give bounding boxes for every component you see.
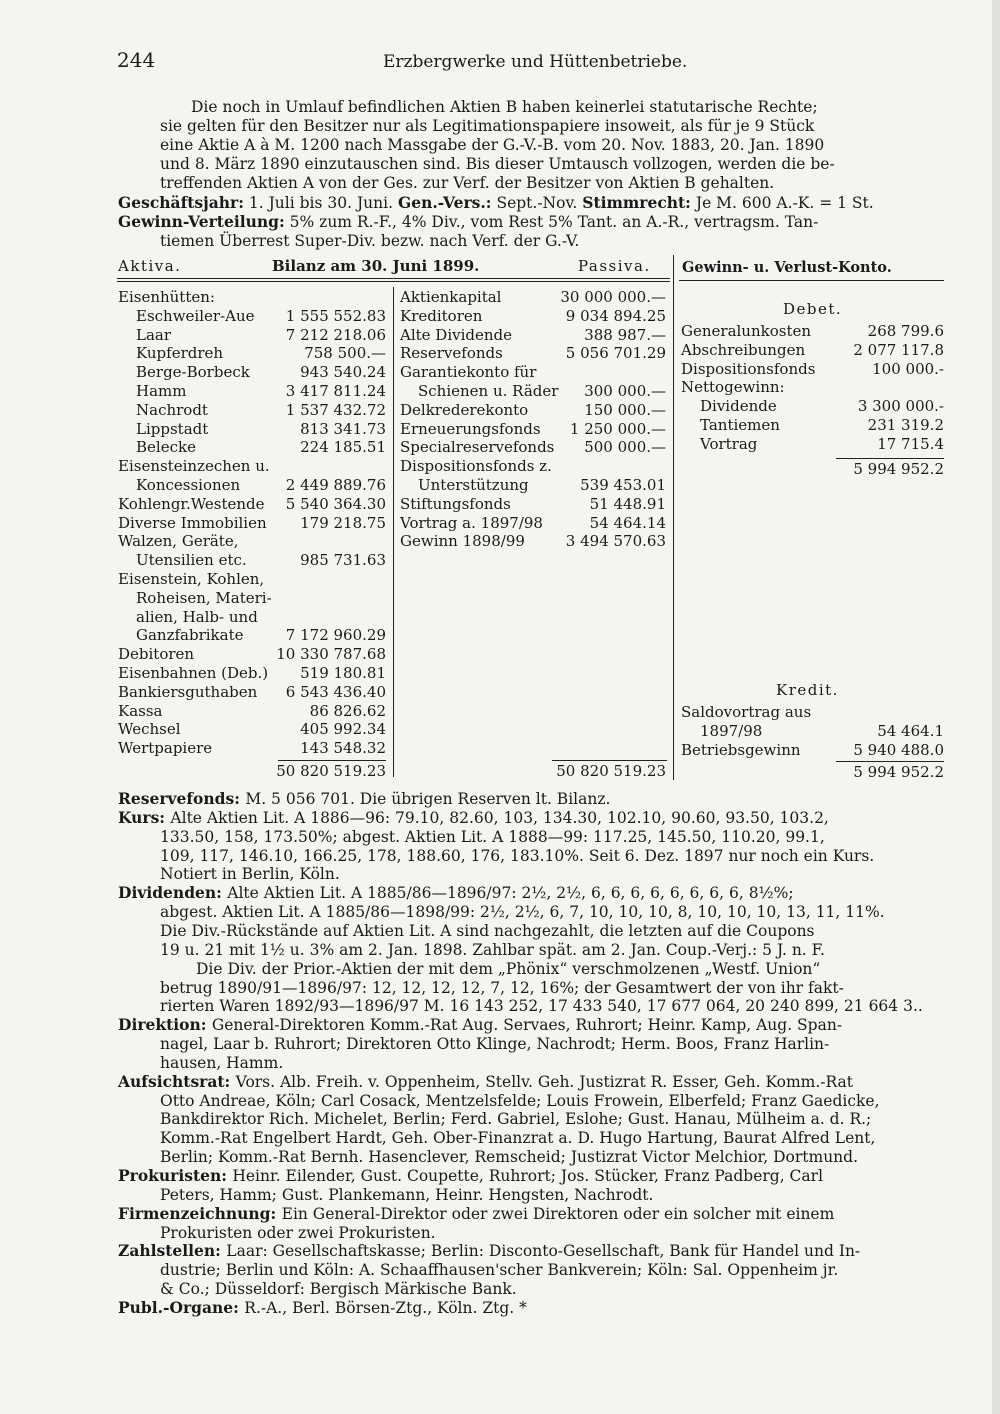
aktiva-label: Utensilien etc.: [136, 551, 247, 570]
voting-right-value: Je M. 600 A.-K. = 1 St.: [695, 194, 874, 212]
footer-section-text: nagel, Laar b. Ruhrort; Direktoren Otto Klinge, Nachrodt; Herm. Boos, Franz Harlin-: [160, 1035, 830, 1054]
passiva-label: Aktienkapital: [400, 288, 502, 306]
aktiva-label: Hamm: [136, 382, 187, 400]
debet-value: 100 000.-: [872, 359, 944, 378]
footer-line: [160, 1035, 829, 1054]
debet-value: 3 300 000.-: [857, 397, 944, 416]
passiva-label: Reservefonds: [400, 344, 503, 363]
footer-section-text: 133.50, 158, 173.50%; abgest. Aktien Lit. A 1888—99: 117.25, 145.50, 110.20, 99.1,: [160, 827, 825, 846]
aktiva-label: alien, Halb- und: [136, 607, 258, 626]
footer-section-text: Komm.-Rat Engelbert Hardt, Geh. Ober-Finanzrat a. D. Hugo Hartung, Baurat Alfred Lent,: [160, 1129, 876, 1148]
aktiva-label: Eisenstein, Kohlen,: [118, 570, 265, 588]
footer-section-text: rierten Waren 1892/93—1896/97 M. 16 143 252, 17 433 540, 17 677 064, 20 240 899, 21 664 3..: [160, 997, 923, 1016]
passiva-label: Delkrederekonto: [400, 400, 529, 419]
total-rule: [278, 760, 386, 761]
footer-section-text: Die Div. der Prior.-Aktien der mit dem „Phönix“ verschmolzenen „Westf. Union“: [196, 959, 821, 978]
running-title: Erzbergwerke und Hüttenbetriebe.: [383, 52, 688, 72]
passiva-total: 50 820 519.23: [556, 762, 666, 780]
footer-section-label: Publ.-Organe:: [118, 1297, 245, 1317]
aktiva-label: Kupferdreh: [136, 344, 224, 363]
footer-section-text: Heinr. Eilender, Gust. Coupette, Ruhrort; Jos. Stücker, Franz Padberg, Carl: [232, 1167, 824, 1185]
total-rule: [552, 760, 667, 761]
aktiva-label: Belecke: [136, 438, 196, 457]
kredit-total: 5 994 952.2: [853, 763, 944, 781]
aktiva-label: Eschweiler-Aue: [136, 306, 255, 325]
kredit-value: 5 940 488.0: [853, 740, 944, 759]
passiva-value: 500 000.—: [584, 438, 666, 457]
aktiva-value: 1 555 552.83: [285, 306, 386, 325]
aktiva-value: 10 330 787.68: [276, 645, 386, 664]
passiva-value: 9 034 894.25: [565, 306, 666, 325]
intro-line: Die noch in Umlauf befindlichen Aktien B haben keinerlei statutarische Rechte;: [191, 98, 818, 116]
passiva-value: 1 250 000.—: [569, 419, 666, 438]
footer-section-label: Reservefonds:: [118, 789, 246, 808]
passiva-value: 388 987.—: [584, 325, 666, 344]
debet-total: 5 994 952.2: [853, 460, 944, 478]
footer-section-text: Bankdirektor Rich. Michelet, Berlin; Ferd. Gabriel, Eslohe; Gust. Hanau, Mülheim a. d. R.;: [160, 1110, 872, 1129]
aktiva-label: Kohlengr.Westende: [118, 494, 265, 513]
footer-line: [160, 979, 844, 998]
footer-section-text: General-Direktoren Komm.-Rat Aug. Servaes, Ruhrort; Heinr. Kamp, Aug. Span-: [211, 1016, 843, 1035]
aktiva-label: Eisensteinzechen u.: [118, 457, 270, 476]
passiva-label: Garantiekonto für: [400, 363, 537, 382]
passiva-label: Alte Dividende: [400, 325, 513, 344]
passiva-label: Specialreservefonds: [400, 438, 555, 457]
footer-line: [118, 1299, 527, 1318]
aktiva-label: Wechsel: [118, 720, 181, 739]
meta-line: [118, 213, 818, 232]
footer-line: [118, 1073, 853, 1092]
footer-line: [160, 941, 825, 960]
footer-section-text: dustrie; Berlin und Köln: A. Schaaffhausen'scher Bankverein; Köln: Sal. Oppenheim jr.: [160, 1261, 839, 1280]
passiva-label: Unterstützung: [418, 476, 529, 494]
intro-line: sie gelten für den Besitzer nur als Legitimationspapiere insoweit, als für je 9 Stück: [160, 117, 815, 135]
aktiva-value: 179 218.75: [300, 513, 386, 532]
passiva-label: Stiftungsfonds: [400, 494, 511, 513]
footer-line: [196, 960, 820, 979]
debet-value: 268 799.6: [867, 322, 944, 340]
footer-section-text: M. 5 056 701. Die übrigen Reserven lt. Bilanz.: [245, 790, 611, 808]
page-number: 244: [117, 48, 156, 72]
aktiva-label: Debitoren: [118, 645, 195, 664]
footer-section-text: 19 u. 21 mit 1½ u. 3% am 2. Jan. 1898. Zahlbar spät. am 2. Jan. Coup.-Verj.: 5 J. n. F.: [160, 940, 825, 959]
profit-distribution-label: Gewinn-Verteilung:: [118, 212, 285, 231]
footer-section-text: R.-A., Berl. Börsen-Ztg., Köln. Ztg. *: [244, 1298, 527, 1317]
aktiva-value: 6 543 436.40: [285, 682, 386, 701]
footer-line: [118, 1205, 834, 1224]
kredit-label: Betriebsgewinn: [681, 740, 801, 759]
kredit-label: Kredit.: [776, 681, 839, 699]
guv-title: Gewinn- u. Verlust-Konto.: [682, 259, 892, 276]
aktiva-label: Lippstadt: [136, 419, 209, 438]
footer-section-label: Firmenzeichnung:: [118, 1203, 282, 1223]
debet-value: 2 077 117.8: [853, 340, 944, 359]
passiva-value: 51 448.91: [589, 494, 666, 513]
debet-label: Dispositionsfonds: [681, 359, 816, 378]
debet-value: 17 715.4: [877, 434, 944, 453]
aktiva-value: 143 548.32: [300, 739, 386, 758]
aktiva-value: 519 180.81: [300, 664, 386, 682]
debet-label: Generalunkosten: [681, 322, 812, 340]
debet-label: Dividende: [700, 397, 777, 416]
aktiva-value: 7 172 960.29: [285, 626, 386, 645]
bilanz-title: Bilanz am 30. Juni 1899.: [272, 257, 480, 275]
footer-line: [118, 809, 829, 828]
footer-line: [160, 1148, 858, 1167]
aktiva-value: 224 185.51: [300, 438, 386, 457]
footer-section-text: Laar: Gesellschaftskasse; Berlin: Disconto-Gesellschaft, Bank für Handel und In-: [226, 1242, 861, 1261]
footer-line: [118, 1167, 823, 1186]
profit-distribution-value: 5% zum R.-F., 4% Div., vom Rest 5% Tant. an A.-R., vertragsm. Tan-: [289, 213, 819, 231]
aktiva-label: Bankiersguthaben: [118, 682, 258, 701]
footer-line: [160, 1261, 838, 1280]
footer-line: [118, 1016, 842, 1035]
kredit-value: 54 464.1: [877, 721, 944, 740]
total-rule: [836, 458, 944, 459]
footer-section-text: betrug 1890/91—1896/97: 12, 12, 12, 12, 7, 12, 16%; der Gesamtwert der von ihr fakt-: [160, 978, 844, 997]
debet-label: Abschreibungen: [681, 340, 806, 359]
footer-line: [160, 1280, 517, 1299]
passiva-value: 539 453.01: [580, 476, 666, 494]
footer-line: [160, 1129, 875, 1148]
debet-value: 231 319.2: [867, 416, 944, 434]
aktiva-label: Kassa: [118, 701, 163, 720]
footer-line: [160, 1186, 653, 1205]
footer-section-text: Alte Aktien Lit. A 1886—96: 79.10, 82.60, 103, 134.30, 102.10, 90.60, 93.50, 103.2,: [170, 808, 829, 827]
passiva-label: Schienen u. Räder: [418, 382, 559, 400]
aktiva-value: 5 540 364.30: [285, 494, 386, 513]
footer-section-text: Notiert in Berlin, Köln.: [160, 865, 340, 884]
page-edge-shadow: [992, 0, 1000, 1414]
footer-line: [160, 1224, 436, 1243]
footer-line: [160, 1092, 880, 1111]
aktiva-value: 943 540.24: [300, 363, 386, 382]
footer-section-text: Alte Aktien Lit. A 1885/86—1896/97: 2½, 2½, 6, 6, 6, 6, 6, 6, 6, 6, 8½%;: [227, 884, 794, 903]
passiva-label: Vortrag a. 1897/98: [400, 513, 543, 532]
footer-line: [160, 1054, 283, 1073]
footer-line: [160, 847, 874, 866]
aktiva-value: 86 826.62: [309, 701, 386, 720]
footer-line: [160, 997, 923, 1016]
general-meeting-value: Sept.-Nov.: [496, 194, 578, 212]
aktiva-label: Roheisen, Materi-: [136, 588, 272, 607]
intro-line: treffenden Aktien A von der Ges. zur Verf. der Besitzer von Aktien B gehalten.: [160, 174, 775, 192]
aktiva-label: Aktiva.: [118, 257, 182, 275]
voting-right-label: Stimmrecht:: [582, 193, 691, 212]
intro-line: und 8. März 1890 einzutauschen sind. Bis dieser Umtausch vollzogen, werden die be-: [160, 155, 835, 173]
aktiva-label: Nachrodt: [136, 400, 208, 419]
passiva-value: 5 056 701.29: [565, 344, 666, 363]
passiva-label: Kreditoren: [400, 306, 483, 325]
footer-section-label: Direktion:: [118, 1015, 212, 1035]
footer-line: [118, 790, 610, 809]
aktiva-label: Walzen, Geräte,: [118, 532, 239, 551]
aktiva-label: Eisenhütten:: [118, 288, 215, 306]
footer-section-text: Vors. Alb. Freih. v. Oppenheim, Stellv. Geh. Justizrat R. Esser, Geh. Komm.-Rat: [235, 1072, 854, 1091]
footer-section-label: Prokuristen:: [118, 1166, 233, 1185]
kredit-label: 1897/98: [700, 721, 763, 740]
fiscal-year-value: 1. Juli bis 30. Juni.: [248, 194, 394, 212]
aktiva-value: 7 212 218.06: [285, 325, 386, 344]
table-rule: [679, 280, 944, 281]
aktiva-value: 3 417 811.24: [285, 382, 386, 400]
aktiva-label: Koncessionen: [136, 476, 241, 494]
footer-section-text: abgest. Aktien Lit. A 1885/86—1898/99: 2½, 2½, 6, 7, 10, 10, 10, 8, 10, 10, 10, 13, 11, 11%.: [160, 903, 885, 922]
passiva-value: 300 000.—: [584, 382, 666, 400]
passiva-value: 54 464.14: [589, 513, 666, 532]
aktiva-value: 758 500.—: [304, 344, 386, 363]
footer-line: [118, 1242, 860, 1261]
intro-line: eine Aktie A à M. 1200 nach Massgabe der G.-V.-B. vom 20. Nov. 1883, 20. Jan. 1890: [160, 136, 825, 154]
aktiva-label: Eisenbahnen (Deb.): [118, 664, 269, 682]
footer-line: [118, 884, 794, 903]
footer-section-text: Die Div.-Rückstände auf Aktien Lit. A sind nachgezahlt, die letzten auf die Coupons: [160, 921, 815, 940]
footer-line: [160, 828, 825, 847]
footer-section-text: Berlin; Komm.-Rat Bernh. Hasenclever, Remscheid; Justizrat Victor Melchior, Dortmund.: [160, 1148, 859, 1167]
table-rule: [117, 278, 670, 279]
passiva-value: 3 494 570.63: [565, 532, 666, 551]
general-meeting-label: Gen.-Vers.:: [397, 193, 492, 212]
debet-label: Tantiemen: [700, 416, 780, 434]
aktiva-value: 985 731.63: [300, 551, 386, 570]
footer-line: [160, 922, 815, 941]
meta-line: [118, 194, 874, 213]
passiva-label: Gewinn 1898/99: [400, 532, 525, 551]
footer-section-text: Ein General-Direktor oder zwei Direktoren oder ein solcher mit einem: [281, 1204, 835, 1223]
column-divider: [393, 287, 394, 777]
passiva-label: Erneuerungsfonds: [400, 419, 541, 438]
aktiva-value: 813 341.73: [300, 419, 386, 438]
aktiva-label: Laar: [136, 325, 172, 344]
total-rule: [836, 761, 944, 762]
passiva-value: 150 000.—: [584, 400, 666, 419]
footer-line: [160, 903, 885, 922]
kredit-label: Saldovortrag aus: [681, 703, 812, 721]
footer-section-label: Dividenden:: [118, 883, 228, 903]
aktiva-value: 2 449 889.76: [285, 476, 386, 494]
aktiva-label: Wertpapiere: [118, 739, 213, 758]
footer-section-text: Peters, Hamm; Gust. Plankemann, Heinr. Hengsten, Nachrodt.: [160, 1185, 654, 1204]
passiva-label: Dispositionsfonds z.: [400, 457, 552, 476]
debet-label: Debet.: [783, 300, 843, 318]
debet-label: Nettogewinn:: [681, 378, 785, 397]
passiva-value: 30 000 000.—: [560, 288, 666, 306]
aktiva-value: 405 992.34: [300, 720, 386, 739]
aktiva-label: Berge-Borbeck: [136, 363, 250, 382]
passiva-label: Passiva.: [578, 257, 651, 275]
footer-section-label: Aufsichtsrat:: [118, 1071, 236, 1091]
debet-label: Vortrag: [700, 434, 758, 453]
footer-section-text: hausen, Hamm.: [160, 1053, 284, 1072]
footer-section-text: Prokuristen oder zwei Prokuristen.: [160, 1223, 436, 1242]
aktiva-label: Diverse Immobilien: [118, 513, 267, 532]
footer-line: [160, 865, 340, 884]
fiscal-year-label: Geschäftsjahr:: [118, 193, 244, 212]
footer-section-text: Otto Andreae, Köln; Carl Cosack, Mentzelsfelde; Louis Frowein, Elberfeld; Franz Gaedicke,: [160, 1091, 880, 1110]
table-rule: [117, 281, 670, 282]
footer-section-text: 109, 117, 146.10, 166.25, 178, 188.60, 176, 183.10%. Seit 6. Dez. 1897 nur noch ein Kurs.: [160, 846, 875, 865]
footer-line: [160, 1110, 871, 1129]
column-divider: [673, 255, 674, 780]
aktiva-total: 50 820 519.23: [276, 762, 386, 780]
footer-section-text: & Co.; Düsseldorf: Bergisch Märkische Bank.: [160, 1280, 517, 1299]
aktiva-label: Ganzfabrikate: [136, 626, 244, 645]
footer-section-label: Zahlstellen:: [118, 1241, 227, 1261]
profit-distribution-cont: tiemen Überrest Super-Div. bezw. nach Verf. der G.-V.: [160, 232, 580, 250]
footer-section-label: Kurs:: [118, 807, 171, 827]
aktiva-value: 1 537 432.72: [285, 400, 386, 419]
